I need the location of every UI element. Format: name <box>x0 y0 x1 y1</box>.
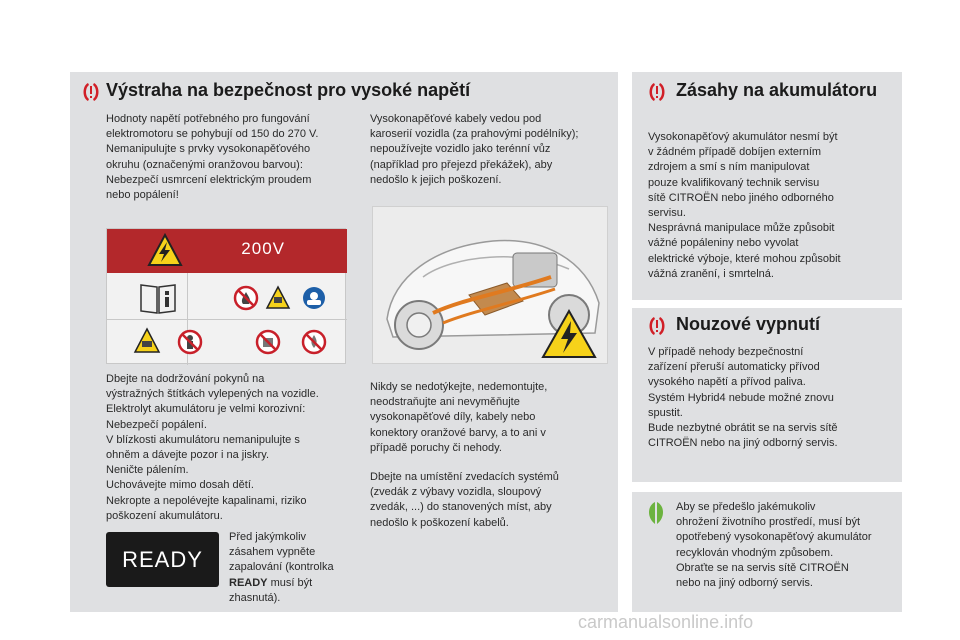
battery-text <box>648 130 900 282</box>
text-line: opotřebený vysokonapěťový akumulátor <box>676 531 872 544</box>
text-line: Dbejte na umístění zvedacích systémů <box>370 471 559 483</box>
text-line: elektrické výboje, které mohou způsobit <box>648 252 841 265</box>
warning-exclamation-icon <box>80 82 102 102</box>
text-line: elektromotoru se pohybují od 150 do 270 V. <box>106 128 319 141</box>
text-line: V blízkosti akumulátoru nemanipulujte s <box>106 433 300 446</box>
text-line <box>229 576 359 591</box>
text-line: sítě CITROËN nebo jiného odborného <box>648 191 834 204</box>
text-line: Nemanipulujte s prvky vysokonapěťového <box>106 143 311 156</box>
voltage-label: 200V <box>241 239 285 258</box>
ready-bold-word: READY <box>229 576 268 589</box>
text-line: (například pro přejezd překážek), aby <box>370 158 553 171</box>
no-fire-icon <box>233 285 259 311</box>
text-line: okruhu (označenými oranžovou barvou): <box>106 158 303 171</box>
text-line: pouze kvalifikovaný technik servisu <box>648 176 820 189</box>
text-line: případě poruchy či nehody. <box>370 441 502 454</box>
text-line: Neničte pálením. <box>106 464 189 477</box>
text-line: ohrožení životního prostředí, musí být <box>676 516 861 529</box>
text-line: v žádném případě dobíjen externím <box>648 146 822 159</box>
text-line: nebo na jiný odborný servis. <box>676 577 813 590</box>
voltage-info-text <box>106 112 356 203</box>
text-line: servisu. <box>648 207 686 220</box>
ready-label: READY <box>122 547 203 572</box>
text-line: Nesprávná manipulace může způsobit <box>648 222 835 235</box>
label-instructions-text <box>106 372 356 524</box>
text-line: vážná zranění, i smrtelná. <box>648 267 774 280</box>
text-line: neodstraňujte ani nevyměňujte <box>370 396 520 409</box>
page-title: Výstraha na bezpečnost pro vysoké napětí <box>106 80 471 100</box>
text-line: Nekropte a nepolévejte kapalinami, riziko <box>106 494 307 507</box>
warning-exclamation-icon <box>646 82 668 102</box>
text-line: Systém Hybrid4 nebude možné znovu <box>648 391 834 404</box>
corrosive-icon <box>265 285 291 311</box>
ready-note-text <box>229 530 359 606</box>
corrosive-icon <box>133 327 161 355</box>
text-line: konektory oranžové barvy, a to ani v <box>370 426 546 439</box>
text-line: zařízení přeruší automaticky přívod <box>648 361 820 374</box>
text-line: CITROËN nebo na jiný odborný servis. <box>648 437 838 450</box>
cables-info-text <box>370 112 610 188</box>
label-header <box>107 229 347 273</box>
car-illustration <box>373 207 609 365</box>
watermark: carmanualsonline.info <box>578 612 754 632</box>
text-line: Dbejte na dodržování pokynů na <box>106 373 265 385</box>
no-fire-icon <box>255 329 281 355</box>
text-line: recyklován vhodným způsobem. <box>676 546 834 559</box>
text-line: Vysokonapěťové kabely vedou pod <box>370 113 542 125</box>
text-line: zvedák, ...) do stanovených míst, aby <box>370 501 552 514</box>
text-line: výstražných štítkách vylepených na vozidle. <box>106 388 319 401</box>
text-line: Nebezpečí popálení. <box>106 418 207 431</box>
manual-info-icon <box>137 281 181 315</box>
text-fragment: musí být <box>267 576 313 589</box>
text-line: spustit. <box>648 406 683 419</box>
text-line: nebo popálení! <box>106 189 179 202</box>
text-line: zapalování (kontrolka <box>229 561 334 574</box>
text-line: Uchovávejte mimo dosah dětí. <box>106 479 254 492</box>
no-water-icon <box>301 329 327 355</box>
text-line: Obraťte se na servis sítě CITROËN <box>676 561 849 574</box>
battery-title: Zásahy na akumulátoru <box>676 80 878 100</box>
do-not-touch-text <box>370 380 610 456</box>
text-line: nepoužívejte vozidlo jako terénní vůz <box>370 143 551 156</box>
ready-indicator-image <box>106 532 219 587</box>
text-line: zdrojem a smí s ním manipulovat <box>648 161 810 174</box>
warning-exclamation-icon <box>646 316 668 336</box>
text-line: (zvedák z výbavy vozidla, sloupový <box>370 486 542 499</box>
text-line: Elektrolyt akumulátoru je velmi korozivní: <box>106 403 306 416</box>
text-line: zhasnutá). <box>229 591 281 604</box>
text-line: V případě nehody bezpečnostní <box>648 346 804 358</box>
text-line: Nebezpečí usmrcení elektrickým proudem <box>106 173 312 186</box>
text-line: Nikdy se nedotýkejte, nedemontujte, <box>370 381 548 393</box>
text-line: nedošlo k poškození kabelů. <box>370 516 509 529</box>
divider <box>107 319 347 320</box>
high-voltage-icon <box>147 233 183 267</box>
text-line: nedošlo k jejich poškození. <box>370 173 502 186</box>
jack-placement-text <box>370 470 610 531</box>
text-line: vysokého napětí a přívod paliva. <box>648 376 806 389</box>
warning-label-image <box>106 228 346 364</box>
no-children-icon <box>177 329 203 355</box>
environment-text <box>676 500 902 591</box>
text-line: karoserií vozidla (za prahovými podélníky); <box>370 128 579 141</box>
text-line: vysokonapěťové díly, kabely nebo <box>370 411 536 424</box>
text-line: Vysokonapěťový akumulátor nesmí být <box>648 131 838 143</box>
eye-protection-icon <box>301 285 327 311</box>
emergency-text <box>648 345 900 451</box>
leaf-icon <box>644 500 668 526</box>
text-line: vážné popáleniny nebo vyvolat <box>648 237 799 250</box>
text-line: Bude nezbytné obrátit se na servis sítě <box>648 422 838 435</box>
emergency-title: Nouzové vypnutí <box>676 314 821 334</box>
text-line: poškození akumulátoru. <box>106 509 223 522</box>
text-line: Hodnoty napětí potřebného pro fungování <box>106 113 310 125</box>
text-line: zásahem vypněte <box>229 546 316 559</box>
car-cutaway-image <box>372 206 608 364</box>
text-line: ohněm a dávejte pozor i na jiskry. <box>106 449 270 462</box>
text-line: Aby se předešlo jakémukoliv <box>676 501 816 513</box>
text-line: Před jakýmkoliv <box>229 531 307 543</box>
